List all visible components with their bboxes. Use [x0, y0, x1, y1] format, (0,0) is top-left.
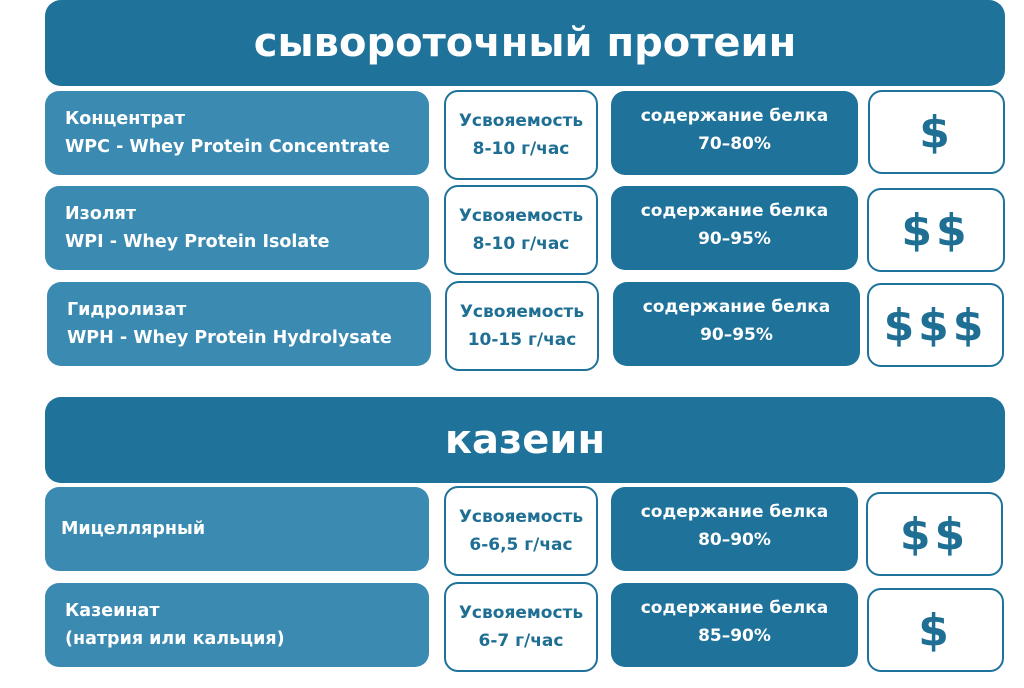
protein-label: содержание белка	[640, 106, 829, 126]
product-name: Гидролизат	[67, 300, 187, 320]
wpc-name-card	[45, 91, 429, 175]
absorption-value: 6-6,5 г/час	[469, 535, 573, 555]
product-name: Концентрат	[65, 109, 185, 129]
product-name: Казеинат	[65, 601, 160, 621]
wph-protein-card	[613, 282, 860, 366]
product-subtitle: WPH - Whey Protein Hydrolysate	[67, 328, 392, 348]
product-name: Мицеллярный	[61, 519, 206, 539]
absorption-value: 10-15 г/час	[467, 330, 577, 350]
wpc-price-card	[868, 90, 1005, 174]
wpi-protein-card	[611, 186, 858, 270]
absorption-label: Усвояемость	[458, 111, 584, 131]
price-icon: $$	[899, 508, 970, 560]
wph-price-card	[867, 283, 1004, 367]
wpi-absorption-card	[444, 185, 598, 275]
caseinate-name-card	[45, 583, 429, 667]
whey-section-title: сывороточный протеин	[45, 0, 1005, 86]
protein-label: содержание белка	[640, 598, 829, 618]
casein-section-title: казеин	[45, 397, 1005, 483]
product-subtitle: WPI - Whey Protein Isolate	[65, 232, 330, 252]
micellar-absorption-card	[444, 486, 598, 576]
absorption-value: 8-10 г/час	[472, 139, 570, 159]
protein-value: 90–95%	[700, 325, 773, 345]
wpc-absorption-card	[444, 90, 598, 180]
protein-value: 80–90%	[698, 530, 771, 550]
price-icon: $	[918, 604, 953, 656]
protein-value: 85–90%	[698, 626, 771, 646]
protein-label: содержание белка	[640, 201, 829, 221]
caseinate-absorption-card	[444, 582, 598, 672]
protein-label: содержание белка	[640, 502, 829, 522]
absorption-label: Усвояемость	[458, 206, 584, 226]
price-icon: $$	[901, 204, 971, 256]
micellar-price-card	[866, 492, 1003, 576]
micellar-name-card	[45, 487, 429, 571]
micellar-protein-card	[611, 487, 858, 571]
wph-absorption-card	[445, 281, 599, 371]
product-subtitle: WPC - Whey Protein Concentrate	[65, 137, 390, 157]
absorption-label: Усвояемость	[458, 603, 584, 623]
protein-value: 70–80%	[698, 134, 771, 154]
protein-value: 90–95%	[698, 229, 771, 249]
absorption-label: Усвояемость	[458, 507, 584, 527]
protein-label: содержание белка	[642, 297, 831, 317]
absorption-label: Усвояемость	[459, 302, 585, 322]
wpc-protein-card	[611, 91, 858, 175]
wpi-price-card	[867, 188, 1005, 272]
absorption-value: 6-7 г/час	[478, 631, 564, 651]
caseinate-protein-card	[611, 583, 858, 667]
product-subtitle: (натрия или кальция)	[65, 629, 285, 649]
caseinate-price-card	[867, 588, 1004, 672]
price-icon: $$$	[883, 299, 988, 351]
product-name: Изолят	[65, 204, 137, 224]
price-icon: $	[919, 106, 954, 158]
wph-name-card	[47, 282, 431, 366]
wpi-name-card	[45, 186, 429, 270]
absorption-value: 8-10 г/час	[472, 234, 570, 254]
